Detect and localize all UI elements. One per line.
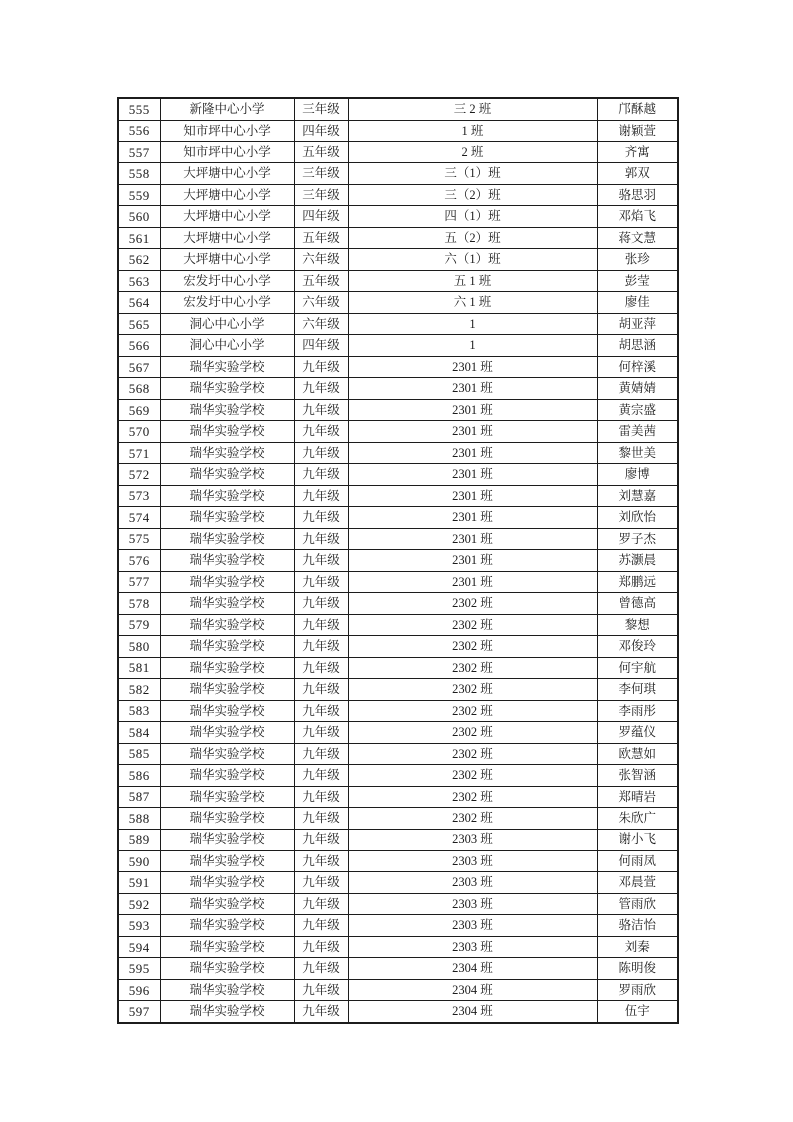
table-row [118,356,678,377]
cell-class-name: 2302 班 [348,722,597,743]
cell-row-number: 582 [118,679,160,700]
cell-row-number: 571 [118,442,160,463]
table-row [118,850,678,871]
table-row [118,915,678,936]
cell-row-number: 565 [118,313,160,334]
table-row [118,528,678,549]
cell-class-name: 2303 班 [348,829,597,850]
cell-row-number: 596 [118,979,160,1000]
cell-student-name: 邓俊玲 [597,636,678,657]
table-row [118,614,678,635]
cell-grade: 三年级 [294,98,348,120]
cell-row-number: 588 [118,808,160,829]
table-row [118,442,678,463]
cell-student-name: 黄宗盛 [597,399,678,420]
cell-school-name: 瑞华实验学校 [160,958,294,979]
table-row [118,313,678,334]
cell-school-name: 瑞华实验学校 [160,936,294,957]
cell-school-name: 瑞华实验学校 [160,722,294,743]
cell-grade: 九年级 [294,872,348,893]
cell-student-name: 何雨凤 [597,850,678,871]
cell-row-number: 590 [118,850,160,871]
cell-grade: 九年级 [294,550,348,571]
cell-student-name: 胡亚萍 [597,313,678,334]
cell-class-name: 1 班 [348,120,597,141]
cell-student-name: 李雨彤 [597,700,678,721]
table-row [118,786,678,807]
cell-student-name: 邓焰飞 [597,206,678,227]
cell-row-number: 591 [118,872,160,893]
table-row [118,163,678,184]
cell-school-name: 瑞华实验学校 [160,550,294,571]
table-row [118,485,678,506]
cell-class-name: 三 2 班 [348,98,597,120]
cell-class-name: 三（1）班 [348,163,597,184]
cell-student-name: 黄婧婧 [597,378,678,399]
cell-school-name: 瑞华实验学校 [160,442,294,463]
cell-student-name: 骆洁怡 [597,915,678,936]
table-row [118,227,678,248]
cell-student-name: 廖博 [597,464,678,485]
cell-grade: 五年级 [294,270,348,291]
cell-student-name: 郭双 [597,163,678,184]
cell-class-name: 2302 班 [348,700,597,721]
cell-grade: 九年级 [294,442,348,463]
cell-row-number: 579 [118,614,160,635]
cell-class-name: 2302 班 [348,743,597,764]
cell-grade: 九年级 [294,829,348,850]
cell-school-name: 瑞华实验学校 [160,593,294,614]
cell-school-name: 大坪塘中心小学 [160,184,294,205]
cell-grade: 四年级 [294,206,348,227]
cell-grade: 九年级 [294,378,348,399]
cell-student-name: 刘秦 [597,936,678,957]
cell-class-name: 2302 班 [348,765,597,786]
cell-class-name: 六（1）班 [348,249,597,270]
cell-school-name: 知市坪中心小学 [160,142,294,163]
cell-row-number: 568 [118,378,160,399]
cell-class-name: 1 [348,335,597,356]
cell-student-name: 胡思涵 [597,335,678,356]
cell-row-number: 587 [118,786,160,807]
table-row [118,829,678,850]
table-row [118,765,678,786]
cell-class-name: 2303 班 [348,893,597,914]
cell-school-name: 瑞华实验学校 [160,464,294,485]
cell-grade: 九年级 [294,850,348,871]
cell-class-name: 2303 班 [348,915,597,936]
cell-student-name: 欧慧如 [597,743,678,764]
cell-student-name: 曾德高 [597,593,678,614]
cell-student-name: 齐寓 [597,142,678,163]
cell-row-number: 555 [118,98,160,120]
cell-student-name: 罗蕴仪 [597,722,678,743]
cell-grade: 九年级 [294,700,348,721]
table-row [118,507,678,528]
cell-row-number: 592 [118,893,160,914]
cell-grade: 九年级 [294,958,348,979]
cell-student-name: 何宇航 [597,657,678,678]
cell-grade: 三年级 [294,184,348,205]
cell-school-name: 瑞华实验学校 [160,614,294,635]
cell-row-number: 583 [118,700,160,721]
cell-grade: 九年级 [294,808,348,829]
cell-class-name: 2301 班 [348,378,597,399]
cell-school-name: 瑞华实验学校 [160,528,294,549]
table-row [118,872,678,893]
cell-class-name: 2301 班 [348,507,597,528]
cell-class-name: 三（2）班 [348,184,597,205]
cell-grade: 九年级 [294,421,348,442]
cell-grade: 九年级 [294,507,348,528]
cell-class-name: 2301 班 [348,399,597,420]
table-row [118,421,678,442]
cell-class-name: 2 班 [348,142,597,163]
table-row [118,636,678,657]
cell-school-name: 瑞华实验学校 [160,421,294,442]
table-row [118,249,678,270]
cell-student-name: 雷美茜 [597,421,678,442]
cell-class-name: 2304 班 [348,958,597,979]
cell-class-name: 2301 班 [348,485,597,506]
cell-student-name: 骆思羽 [597,184,678,205]
cell-class-name: 2304 班 [348,979,597,1000]
cell-school-name: 瑞华实验学校 [160,679,294,700]
cell-grade: 九年级 [294,936,348,957]
cell-school-name: 瑞华实验学校 [160,765,294,786]
table-row [118,722,678,743]
cell-student-name: 谢颖萱 [597,120,678,141]
cell-row-number: 581 [118,657,160,678]
table-row [118,399,678,420]
table-row [118,936,678,957]
cell-school-name: 瑞华实验学校 [160,399,294,420]
cell-grade: 九年级 [294,356,348,377]
cell-school-name: 大坪塘中心小学 [160,249,294,270]
table-row [118,335,678,356]
cell-class-name: 2303 班 [348,850,597,871]
table-row [118,378,678,399]
cell-class-name: 2301 班 [348,571,597,592]
table-row [118,657,678,678]
cell-row-number: 589 [118,829,160,850]
cell-school-name: 瑞华实验学校 [160,850,294,871]
cell-student-name: 伍宇 [597,1001,678,1023]
cell-student-name: 罗雨欣 [597,979,678,1000]
cell-student-name: 廖佳 [597,292,678,313]
cell-student-name: 蒋文慧 [597,227,678,248]
cell-student-name: 陈明俊 [597,958,678,979]
cell-class-name: 2302 班 [348,786,597,807]
cell-student-name: 彭莹 [597,270,678,291]
cell-row-number: 564 [118,292,160,313]
cell-row-number: 597 [118,1001,160,1023]
table-row [118,142,678,163]
cell-student-name: 邝酥越 [597,98,678,120]
cell-class-name: 1 [348,313,597,334]
cell-student-name: 黎世美 [597,442,678,463]
cell-row-number: 595 [118,958,160,979]
cell-class-name: 2301 班 [348,550,597,571]
cell-grade: 九年级 [294,485,348,506]
cell-grade: 五年级 [294,227,348,248]
table-row [118,593,678,614]
cell-grade: 九年级 [294,571,348,592]
cell-school-name: 瑞华实验学校 [160,1001,294,1023]
cell-grade: 九年级 [294,614,348,635]
table-row [118,464,678,485]
cell-row-number: 586 [118,765,160,786]
cell-student-name: 张智涵 [597,765,678,786]
cell-school-name: 瑞华实验学校 [160,700,294,721]
cell-school-name: 知市坪中心小学 [160,120,294,141]
cell-student-name: 郑晴岩 [597,786,678,807]
cell-school-name: 瑞华实验学校 [160,979,294,1000]
cell-row-number: 577 [118,571,160,592]
cell-row-number: 570 [118,421,160,442]
cell-class-name: 2302 班 [348,614,597,635]
cell-school-name: 瑞华实验学校 [160,507,294,528]
cell-school-name: 洞心中心小学 [160,335,294,356]
cell-row-number: 557 [118,142,160,163]
cell-grade: 九年级 [294,743,348,764]
cell-row-number: 558 [118,163,160,184]
cell-row-number: 574 [118,507,160,528]
cell-class-name: 2302 班 [348,808,597,829]
table-row [118,700,678,721]
cell-student-name: 罗子杰 [597,528,678,549]
cell-school-name: 宏发圩中心小学 [160,292,294,313]
cell-grade: 九年级 [294,593,348,614]
cell-class-name: 2304 班 [348,1001,597,1023]
cell-student-name: 刘慧嘉 [597,485,678,506]
cell-school-name: 瑞华实验学校 [160,872,294,893]
table-row [118,743,678,764]
cell-student-name: 黎想 [597,614,678,635]
cell-school-name: 瑞华实验学校 [160,786,294,807]
cell-school-name: 大坪塘中心小学 [160,163,294,184]
cell-class-name: 六 1 班 [348,292,597,313]
cell-class-name: 2301 班 [348,528,597,549]
cell-row-number: 578 [118,593,160,614]
cell-grade: 五年级 [294,142,348,163]
student-table-body [118,98,678,1023]
cell-class-name: 五 1 班 [348,270,597,291]
cell-grade: 六年级 [294,292,348,313]
cell-row-number: 562 [118,249,160,270]
cell-student-name: 朱欣广 [597,808,678,829]
cell-class-name: 2302 班 [348,657,597,678]
cell-school-name: 瑞华实验学校 [160,378,294,399]
cell-row-number: 572 [118,464,160,485]
cell-row-number: 593 [118,915,160,936]
table-row [118,979,678,1000]
cell-grade: 九年级 [294,528,348,549]
cell-grade: 九年级 [294,679,348,700]
cell-school-name: 瑞华实验学校 [160,915,294,936]
cell-school-name: 大坪塘中心小学 [160,206,294,227]
cell-grade: 三年级 [294,163,348,184]
cell-student-name: 刘欣怡 [597,507,678,528]
cell-grade: 九年级 [294,765,348,786]
table-row [118,808,678,829]
cell-school-name: 瑞华实验学校 [160,571,294,592]
cell-grade: 四年级 [294,335,348,356]
cell-grade: 九年级 [294,722,348,743]
cell-grade: 六年级 [294,249,348,270]
table-row [118,679,678,700]
cell-school-name: 瑞华实验学校 [160,893,294,914]
cell-student-name: 谢小飞 [597,829,678,850]
cell-school-name: 瑞华实验学校 [160,657,294,678]
table-row [118,184,678,205]
cell-student-name: 郑鹏远 [597,571,678,592]
cell-grade: 九年级 [294,1001,348,1023]
cell-class-name: 2303 班 [348,872,597,893]
table-row [118,571,678,592]
cell-row-number: 584 [118,722,160,743]
cell-grade: 九年级 [294,893,348,914]
cell-grade: 九年级 [294,915,348,936]
cell-class-name: 四（1）班 [348,206,597,227]
table-row [118,893,678,914]
table-row [118,120,678,141]
cell-school-name: 新隆中心小学 [160,98,294,120]
cell-row-number: 580 [118,636,160,657]
cell-class-name: 2301 班 [348,464,597,485]
cell-school-name: 洞心中心小学 [160,313,294,334]
cell-student-name: 邓晨萱 [597,872,678,893]
cell-school-name: 瑞华实验学校 [160,356,294,377]
cell-student-name: 李何琪 [597,679,678,700]
cell-school-name: 瑞华实验学校 [160,485,294,506]
cell-grade: 九年级 [294,399,348,420]
cell-school-name: 瑞华实验学校 [160,829,294,850]
cell-grade: 九年级 [294,657,348,678]
cell-student-name: 张珍 [597,249,678,270]
cell-row-number: 556 [118,120,160,141]
cell-class-name: 2301 班 [348,356,597,377]
cell-school-name: 瑞华实验学校 [160,636,294,657]
cell-row-number: 566 [118,335,160,356]
table-row [118,206,678,227]
cell-row-number: 569 [118,399,160,420]
cell-row-number: 567 [118,356,160,377]
cell-grade: 九年级 [294,636,348,657]
table-row [118,958,678,979]
cell-class-name: 五（2）班 [348,227,597,248]
cell-school-name: 大坪塘中心小学 [160,227,294,248]
cell-row-number: 576 [118,550,160,571]
cell-row-number: 561 [118,227,160,248]
cell-grade: 九年级 [294,786,348,807]
cell-row-number: 575 [118,528,160,549]
cell-student-name: 何梓溪 [597,356,678,377]
cell-class-name: 2302 班 [348,679,597,700]
cell-row-number: 594 [118,936,160,957]
table-row [118,270,678,291]
student-table [117,97,679,1024]
cell-class-name: 2303 班 [348,936,597,957]
cell-class-name: 2301 班 [348,442,597,463]
cell-school-name: 瑞华实验学校 [160,743,294,764]
cell-row-number: 559 [118,184,160,205]
cell-student-name: 苏灏晨 [597,550,678,571]
cell-class-name: 2302 班 [348,636,597,657]
cell-row-number: 563 [118,270,160,291]
table-row [118,1001,678,1023]
table-row [118,292,678,313]
table-row [118,550,678,571]
table-row [118,98,678,120]
cell-grade: 六年级 [294,313,348,334]
cell-row-number: 585 [118,743,160,764]
cell-class-name: 2301 班 [348,421,597,442]
cell-grade: 九年级 [294,464,348,485]
cell-school-name: 宏发圩中心小学 [160,270,294,291]
cell-row-number: 560 [118,206,160,227]
cell-grade: 四年级 [294,120,348,141]
cell-student-name: 管雨欣 [597,893,678,914]
cell-class-name: 2302 班 [348,593,597,614]
cell-school-name: 瑞华实验学校 [160,808,294,829]
cell-grade: 九年级 [294,979,348,1000]
cell-row-number: 573 [118,485,160,506]
